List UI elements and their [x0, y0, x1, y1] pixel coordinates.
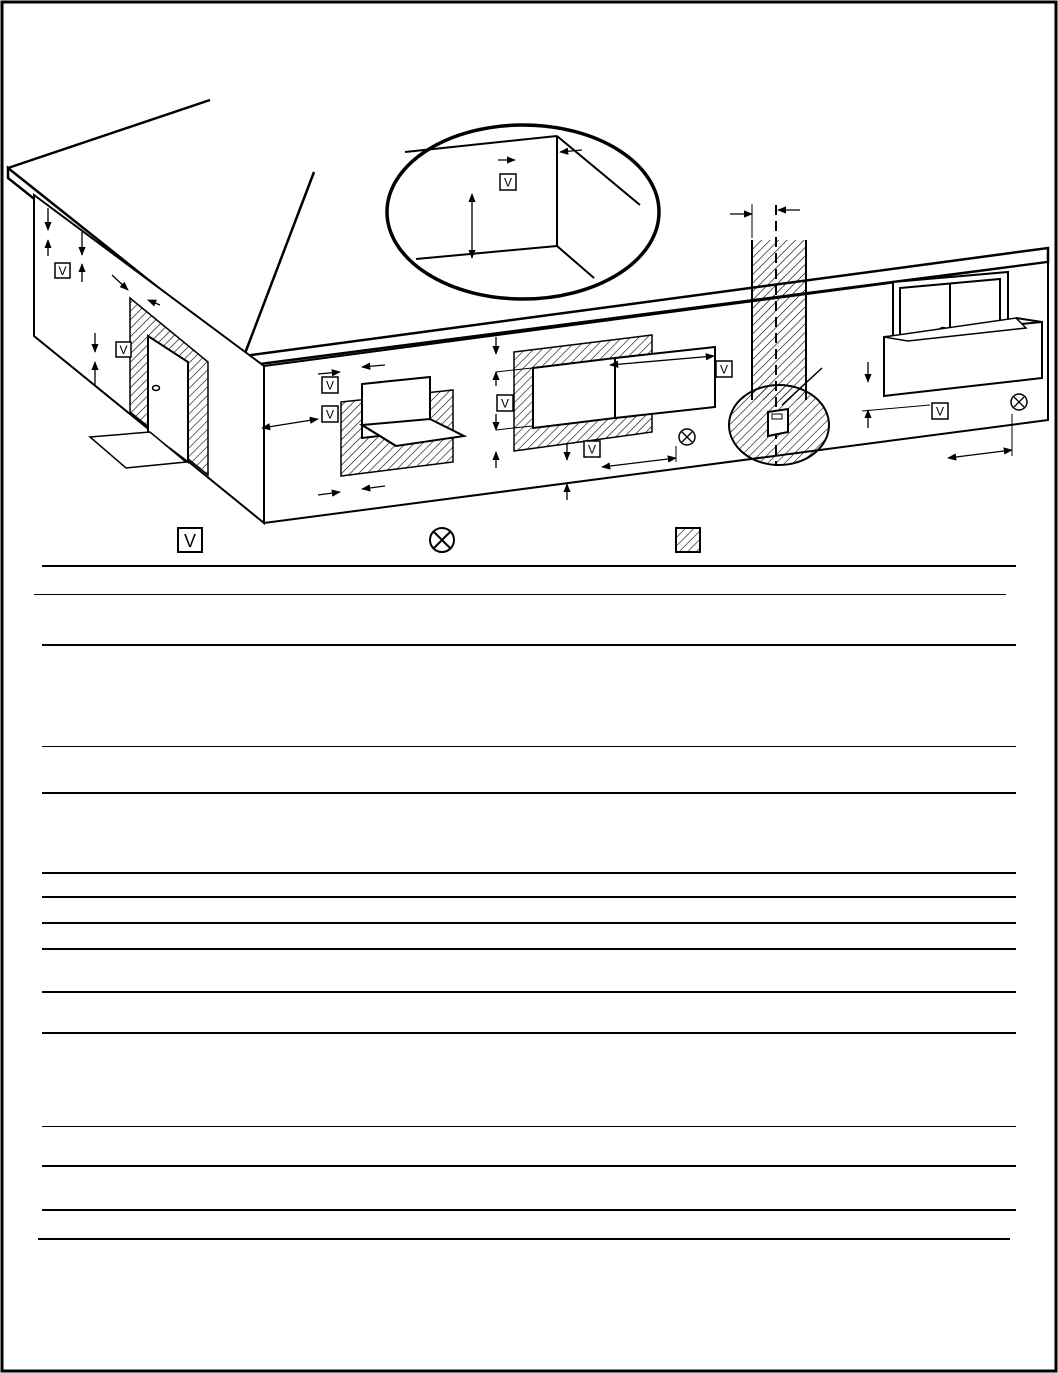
vent-marker-left-1 — [55, 263, 70, 278]
vent-marker-left-2 — [116, 342, 131, 357]
meter-dimensions — [730, 204, 800, 238]
svg-text:V: V — [587, 442, 597, 457]
svg-text:V: V — [325, 378, 335, 393]
vent-marker-large-window-3 — [716, 361, 732, 377]
svg-text:V: V — [935, 404, 945, 419]
inset-detail — [387, 125, 659, 299]
table-rule — [42, 896, 1016, 898]
vent-marker-large-window-1 — [497, 395, 513, 411]
vent-terminal-square-v-icon — [178, 528, 202, 552]
table-rule — [42, 872, 1016, 874]
table-rule — [42, 792, 1016, 794]
hatched-restricted-area-icon — [676, 528, 700, 552]
svg-text:V: V — [119, 343, 128, 357]
table-rule — [42, 1032, 1016, 1034]
vent-marker-balcony — [932, 403, 948, 419]
table-rule — [42, 1165, 1016, 1167]
svg-text:V: V — [500, 396, 510, 411]
air-supply-inlet-circle-x-icon — [430, 528, 454, 552]
table-rule — [42, 1126, 1016, 1127]
table-rule — [34, 594, 1006, 595]
table-rule — [42, 948, 1016, 950]
table-rule — [42, 991, 1016, 993]
door-knob — [153, 386, 160, 391]
table-rule — [42, 922, 1016, 924]
table-rule — [42, 1209, 1016, 1211]
vent-marker-inset — [500, 174, 516, 190]
air-inlet-marker-1 — [679, 429, 695, 445]
inset-circle — [387, 125, 659, 299]
table-rule — [42, 746, 1016, 747]
vent-marker-small-window-2 — [322, 406, 338, 422]
svg-text:V: V — [325, 407, 335, 422]
vent-marker-small-window-1 — [322, 377, 338, 393]
vent-marker-large-window-2 — [584, 441, 600, 457]
roof-edge-left — [8, 100, 210, 168]
vent-marker-label: V — [58, 264, 67, 278]
svg-text:V: V — [719, 362, 729, 377]
table-rule — [42, 644, 1016, 646]
svg-text:V: V — [183, 531, 197, 551]
table-rule — [38, 1238, 1010, 1240]
svg-text:V: V — [503, 175, 513, 190]
meter — [768, 409, 788, 436]
legend — [178, 528, 700, 552]
roof-hip — [244, 172, 314, 356]
air-inlet-marker-2 — [1011, 394, 1027, 410]
table-rule — [42, 565, 1016, 567]
